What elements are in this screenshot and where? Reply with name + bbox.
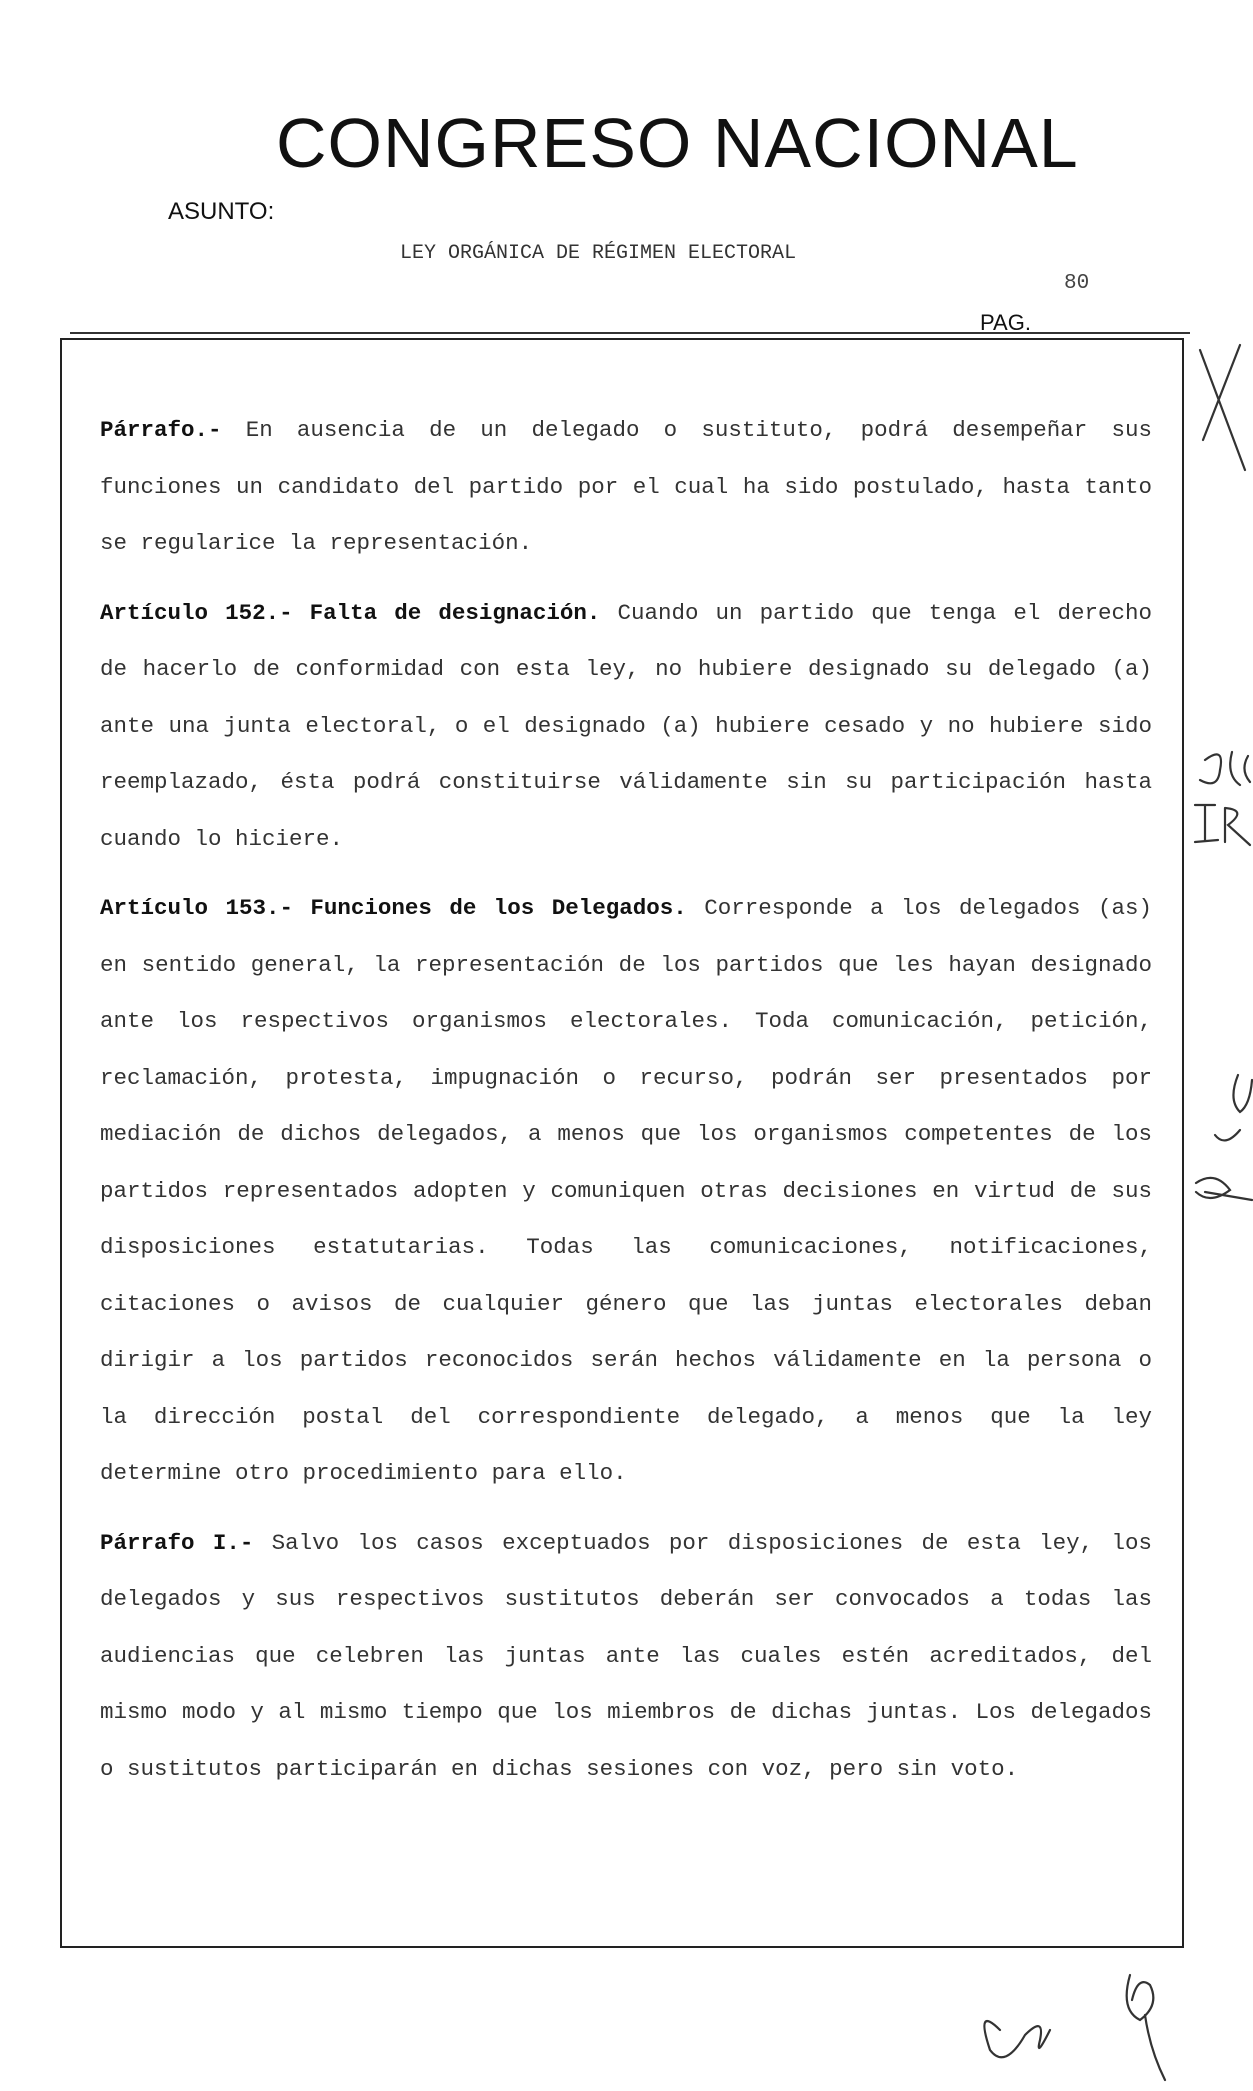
document-subject: LEY ORGÁNICA DE RÉGIMEN ELECTORAL [400, 242, 797, 265]
section-text: Corresponde a los delegados (as) en sentido general, la representación de los partidos que les hayan designado ante los respectivos organismos electorales. Toda comunicación, petición, reclamación, protesta, impugnación o recurso, podrán ser presentados por mediación de dichos delegados, a menos que los organismos competentes de los partidos representados adopten y comuniquen otras decisiones en virtud de sus disposiciones estatutarias. Todas las comunicaciones, notificaciones, citaciones o avisos de cualquier género que las juntas electorales deban dirigir a los partidos reconocidos serán hechos válidamente en la persona o la dirección postal del correspondiente delegado, a menos que la ley determine otro procedimiento para ello. [100, 895, 1152, 1486]
page-title: CONGRESO NACIONAL [276, 104, 1079, 182]
section-paragrafo [100, 402, 1152, 572]
section-heading: Artículo 152.- Falta de designación. [100, 599, 601, 626]
section-text: En ausencia de un delegado o sustituto, podrá desempeñar sus funciones un candidato del partido por el cual ha sido postulado, hasta tanto se regularice la representación. [100, 417, 1152, 556]
handwritten-signature-2 [1127, 1975, 1165, 2080]
section-heading: Artículo 153.- Funciones de los Delegados. [100, 895, 687, 921]
section-articulo-153 [100, 880, 1152, 1502]
handwritten-side-mark-2 [1215, 1130, 1240, 1140]
section-heading: Párrafo.- [100, 417, 222, 443]
handwritten-side-mark-3 [1196, 1178, 1252, 1200]
handwritten-initials-bottom [1195, 805, 1250, 845]
section-text: Cuando un partido que tenga el derecho de hacerlo de conformidad con esta ley, no hubiere designado su delegado (a) ante una junta electoral, o el designado (a) hubiere cesado y no hubiere sido reemplazado, ésta podrá constituirse válidamente sin su participación hasta cuando lo hiciere. [100, 599, 1152, 852]
section-articulo-152 [100, 585, 1152, 868]
section-text: Salvo los casos exceptuados por disposiciones de esta ley, los delegados y sus respectivos sustitutos deberán ser convocados a todas las audiencias que celebren las juntas ante las cuales estén acreditados, del mismo modo y al mismo tiempo que los miembros de dichas juntas. Los delegados o sustitutos participarán en dichas sesiones con voz, pero sin voto. [100, 1529, 1152, 1782]
section-heading: Párrafo I.- [100, 1529, 254, 1556]
page-label: PAG. [980, 310, 1031, 335]
handwritten-x-mark [1200, 345, 1245, 470]
document-body [100, 402, 1152, 1810]
header-rule [70, 332, 1190, 334]
page-number: 80 [1064, 272, 1090, 295]
handwritten-initials-top [1200, 752, 1250, 785]
handwritten-signature-1 [984, 2021, 1050, 2057]
section-parrafo-i [100, 1515, 1152, 1798]
asunto-label: ASUNTO: [168, 198, 275, 225]
handwritten-side-mark-1 [1233, 1075, 1252, 1112]
